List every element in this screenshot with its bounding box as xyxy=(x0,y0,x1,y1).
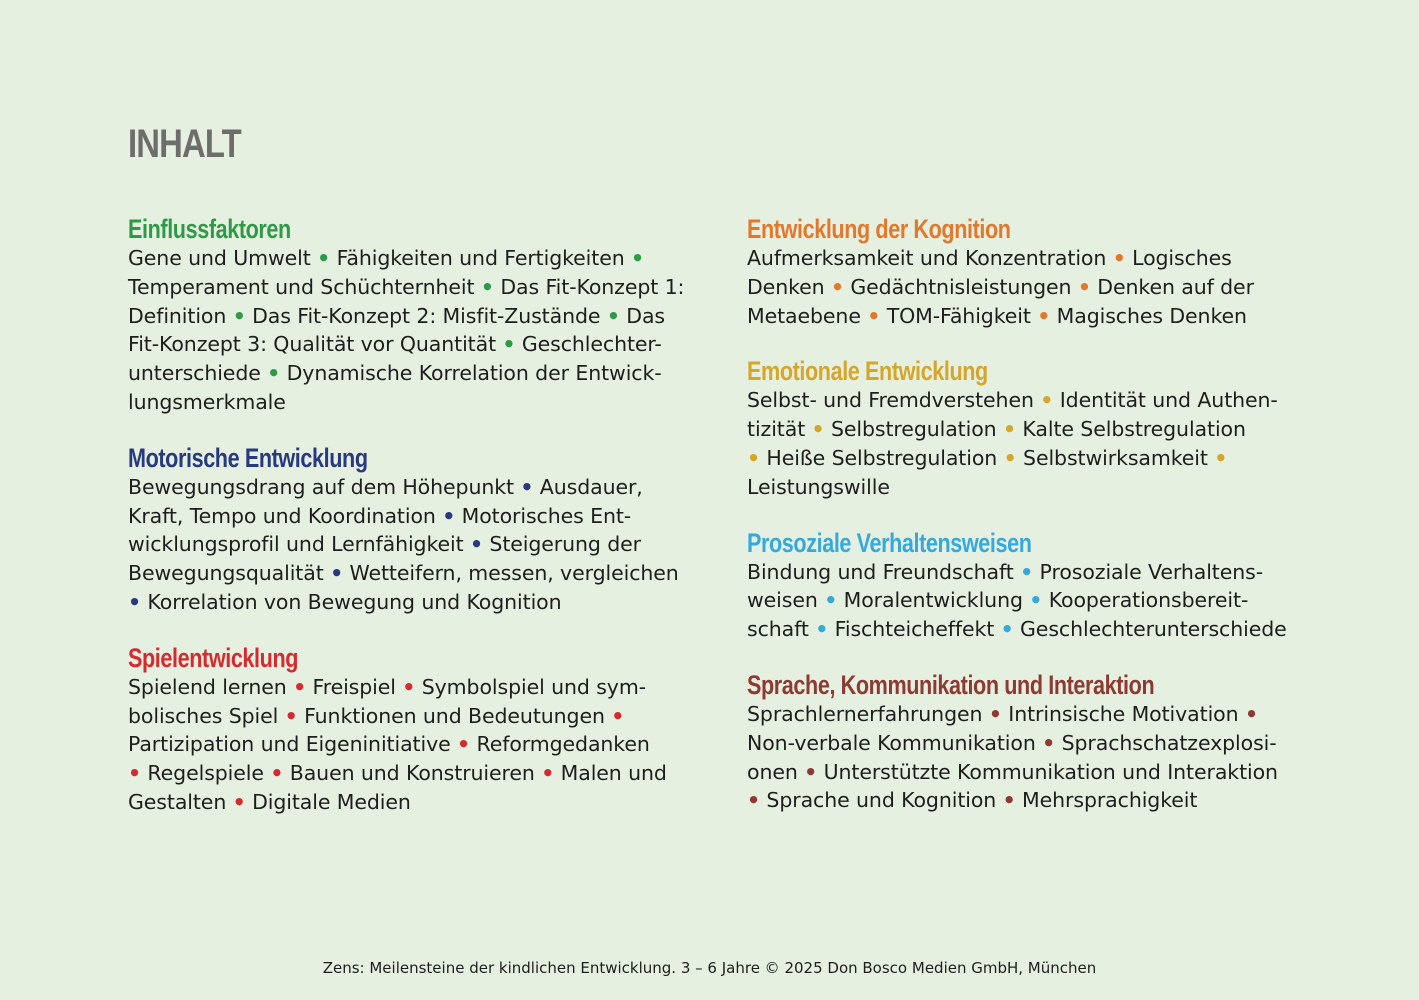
bullet-separator: • xyxy=(631,246,645,270)
bullet-separator: • xyxy=(606,303,620,328)
toc-section xyxy=(747,214,1307,330)
toc-section xyxy=(128,643,688,817)
section-topics xyxy=(747,558,1307,644)
topic-text: Geschlechter- xyxy=(515,332,662,357)
topic-text: Kooperationsbereit- xyxy=(1042,588,1249,613)
topic-text: unterschiede xyxy=(128,361,268,386)
topic-line xyxy=(128,730,688,759)
topic-line xyxy=(747,244,1307,273)
topic-line xyxy=(747,786,1307,815)
topic-line xyxy=(747,729,1307,758)
topic-text: Partizipation und Eigeninitiative xyxy=(128,732,458,757)
topic-line xyxy=(747,415,1307,444)
topic-line xyxy=(128,588,688,617)
bullet-separator: • xyxy=(1214,445,1228,470)
topic-text: Reformgedanken xyxy=(470,732,650,757)
bullet-separator: • xyxy=(824,588,838,613)
topic-text: Sprache und Kognition xyxy=(760,788,1003,813)
topic-text: bolisches Spiel xyxy=(128,703,285,728)
topic-text: TOM-Fähigkeit xyxy=(880,303,1038,328)
topic-text: onen xyxy=(747,759,805,784)
topic-text: Gestalten xyxy=(128,789,233,814)
topic-line xyxy=(128,388,688,417)
section-heading: Motorische Entwicklung xyxy=(128,442,368,473)
topic-line xyxy=(747,758,1307,787)
topic-text: Bewegungsqualität xyxy=(128,561,331,586)
topic-text: weisen xyxy=(747,588,825,613)
topic-text: Sprachlernerfahrungen xyxy=(747,701,989,726)
section-heading: Emotionale Entwicklung xyxy=(747,356,988,387)
topic-line xyxy=(747,273,1307,302)
topic-text: Funktionen und Bedeutungen xyxy=(297,703,612,728)
topic-text: Non-verbale Kommunikation xyxy=(747,730,1043,755)
bullet-separator: • xyxy=(1040,388,1054,413)
topic-line xyxy=(128,559,688,588)
bullet-separator: • xyxy=(1020,559,1034,584)
topic-text: Gene und Umwelt xyxy=(128,246,318,270)
bullet-separator: • xyxy=(330,561,344,586)
topic-text: Logisches xyxy=(1125,246,1232,270)
bullet-separator: • xyxy=(611,703,625,728)
bullet-separator: • xyxy=(293,674,307,699)
toc-section xyxy=(747,670,1307,815)
topic-line xyxy=(747,700,1307,729)
bullet-separator: • xyxy=(830,274,844,299)
topic-text: Motorisches Ent- xyxy=(455,503,632,528)
topic-line xyxy=(747,444,1307,473)
topic-line xyxy=(128,359,688,388)
topic-text: Fähigkeiten und Fertigkeiten xyxy=(330,246,632,270)
section-topics xyxy=(128,473,688,617)
topic-line xyxy=(128,702,688,731)
bullet-separator: • xyxy=(1244,701,1258,726)
topic-text: Symbolspiel und sym- xyxy=(415,674,646,699)
topic-text: Temperament und Schüchternheit xyxy=(128,274,481,299)
topic-line xyxy=(747,558,1307,587)
topic-text: Kraft, Tempo und Koordination xyxy=(128,503,443,528)
bullet-separator: • xyxy=(541,761,555,786)
topic-line xyxy=(128,244,688,273)
topic-text: Metaebene xyxy=(747,303,868,328)
bullet-separator: • xyxy=(815,617,829,642)
section-heading: Einflussfaktoren xyxy=(128,214,291,244)
bullet-separator: • xyxy=(457,732,471,757)
topic-text: Fischteicheffekt xyxy=(828,617,1001,642)
topic-text: Definition xyxy=(128,303,233,328)
topic-line xyxy=(128,788,688,817)
bullet-separator: • xyxy=(1037,303,1051,328)
topic-text: Spielend lernen xyxy=(128,674,294,699)
topic-line xyxy=(128,759,688,788)
bullet-separator: • xyxy=(804,759,818,784)
topic-line xyxy=(747,473,1307,502)
topic-line xyxy=(128,473,688,502)
topic-text: Das Fit-Konzept 2: Misfit-Zustände xyxy=(245,303,607,328)
bullet-separator: • xyxy=(317,246,331,270)
topic-text: Leistungswille xyxy=(747,474,890,499)
topic-text: Bindung und Freundschaft xyxy=(747,559,1021,584)
topic-text: lungsmerkmale xyxy=(128,389,286,414)
bullet-separator: • xyxy=(520,474,534,499)
section-topics xyxy=(747,700,1307,815)
bullet-separator: • xyxy=(502,332,516,357)
bullet-separator: • xyxy=(480,274,494,299)
section-heading: Prosoziale Verhaltensweisen xyxy=(747,527,1032,558)
topic-text: Prosoziale Verhaltens- xyxy=(1033,559,1264,584)
topic-line xyxy=(747,386,1307,415)
topic-line xyxy=(128,502,688,531)
topic-line xyxy=(128,302,688,331)
toc-section xyxy=(128,214,688,417)
bullet-separator: • xyxy=(128,589,142,614)
toc-column-right xyxy=(747,214,1307,841)
bullet-separator: • xyxy=(267,361,281,386)
topic-text: Selbstregulation xyxy=(824,417,1003,442)
bullet-separator: • xyxy=(284,703,298,728)
topic-text: Bewegungsdrang auf dem Höhepunkt xyxy=(128,474,521,499)
toc-section xyxy=(747,356,1307,501)
topic-text: Aufmerksamkeit und Konzentration xyxy=(747,246,1113,270)
topic-text: Das xyxy=(619,303,665,328)
topic-text: Wetteifern, messen, vergleichen xyxy=(343,561,679,586)
section-topics xyxy=(128,244,688,417)
topic-text: schaft xyxy=(747,617,816,642)
topic-text: wicklungsprofil und Lernfähigkeit xyxy=(128,532,470,557)
topic-text: Intrinsische Motivation xyxy=(1001,701,1245,726)
topic-text: Das Fit-Konzept 1: xyxy=(493,274,685,299)
topic-text: Dynamische Korrelation der Entwick- xyxy=(280,361,662,386)
bullet-separator: • xyxy=(1000,617,1014,642)
topic-text: Selbstwirksamkeit xyxy=(1016,445,1215,470)
topic-text: Gedächtnisleistungen xyxy=(843,274,1078,299)
bullet-separator: • xyxy=(1029,588,1043,613)
section-heading: Entwicklung der Kognition xyxy=(747,214,1011,244)
bullet-separator: • xyxy=(1003,445,1017,470)
topic-text: Denken xyxy=(747,274,831,299)
topic-line xyxy=(128,330,688,359)
topic-line xyxy=(128,273,688,302)
copyright-footer: Zens: Meilensteine der kindlichen Entwicklung. 3 – 6 Jahre © 2025 Don Bosco Medien GmbH, München xyxy=(322,959,1097,977)
topic-text: Digitale Medien xyxy=(245,789,411,814)
bullet-separator: • xyxy=(747,445,761,470)
topic-text: Regelspiele xyxy=(141,761,271,786)
topic-line xyxy=(128,530,688,559)
topic-text: Identität und Authen- xyxy=(1053,388,1278,413)
section-topics xyxy=(128,673,688,817)
bullet-separator: • xyxy=(402,674,416,699)
bullet-separator: • xyxy=(469,532,483,557)
topic-line xyxy=(747,302,1307,331)
topic-text: Magisches Denken xyxy=(1050,303,1247,328)
topic-text: Sprachschatzexplosi- xyxy=(1055,730,1277,755)
topic-text: Ausdauer, xyxy=(533,474,643,499)
topic-text: Bauen und Konstruieren xyxy=(283,761,542,786)
bullet-separator: • xyxy=(128,761,142,786)
topic-text: Mehrsprachigkeit xyxy=(1015,788,1198,813)
toc-section xyxy=(747,528,1307,644)
topic-text: Malen und xyxy=(554,761,667,786)
bullet-separator: • xyxy=(1002,788,1016,813)
bullet-separator: • xyxy=(747,788,761,813)
section-topics xyxy=(747,244,1307,330)
topic-line xyxy=(747,586,1307,615)
topic-text: Fit-Konzept 3: Qualität vor Quantität xyxy=(128,332,503,357)
bullet-separator: • xyxy=(442,503,456,528)
toc-column-left xyxy=(128,214,688,843)
topic-line xyxy=(747,615,1307,644)
bullet-separator: • xyxy=(1002,417,1016,442)
bullet-separator: • xyxy=(1077,274,1091,299)
bullet-separator: • xyxy=(988,701,1002,726)
bullet-separator: • xyxy=(232,303,246,328)
bullet-separator: • xyxy=(270,761,284,786)
bullet-separator: • xyxy=(1112,246,1126,270)
topic-text: Moralentwicklung xyxy=(837,588,1030,613)
section-topics xyxy=(747,386,1307,501)
topic-text: Heiße Selbstregulation xyxy=(760,445,1004,470)
topic-text: Steigerung der xyxy=(482,532,641,557)
bullet-separator: • xyxy=(867,303,881,328)
topic-line xyxy=(128,673,688,702)
topic-text: Geschlechterunterschiede xyxy=(1013,617,1287,642)
bullet-separator: • xyxy=(232,789,246,814)
topic-text: Denken auf der xyxy=(1090,274,1254,299)
topic-text: Selbst- und Fremdverstehen xyxy=(747,388,1041,413)
bullet-separator: • xyxy=(811,417,825,442)
topic-text: Unterstützte Kommunikation und Interaktion xyxy=(817,759,1278,784)
topic-text: tizität xyxy=(747,417,812,442)
bullet-separator: • xyxy=(1042,730,1056,755)
section-heading: Spielentwicklung xyxy=(128,642,299,673)
page-title: INHALT xyxy=(128,122,241,166)
toc-section xyxy=(128,443,688,617)
topic-text: Kalte Selbstregulation xyxy=(1015,417,1246,442)
topic-text: Korrelation von Bewegung und Kognition xyxy=(141,589,562,614)
section-heading: Sprache, Kommunikation und Interaktion xyxy=(747,669,1155,700)
topic-text: Freispiel xyxy=(306,674,403,699)
